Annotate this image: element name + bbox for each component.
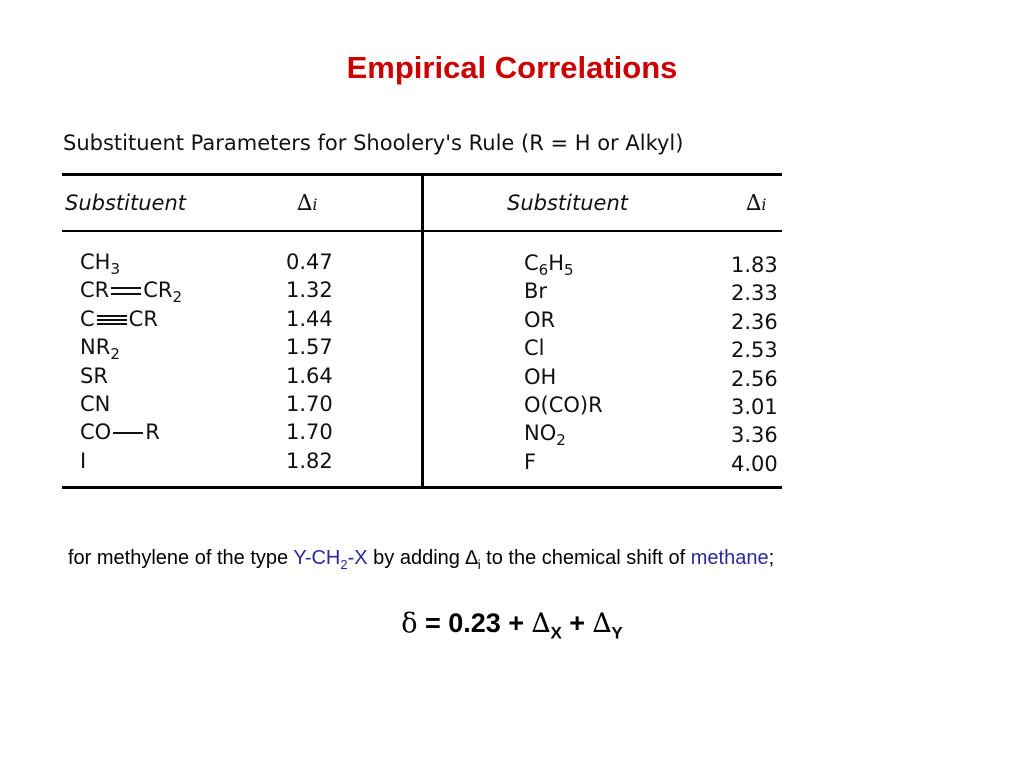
table-cell-value: 1.44: [286, 306, 333, 331]
header-substituent-right: Substituent: [507, 191, 628, 215]
methylene-note: for methylene of the type $Y-CH_2-X$ by adding $\Delta_i$ to the chemical shift of methane;: [68, 547, 775, 572]
table-row: C CR: [80, 306, 158, 331]
table-cell-value: 1.83: [731, 253, 778, 277]
table-row: OR: [524, 307, 556, 332]
table-row: O(CO)R: [524, 392, 603, 417]
table-cell-value: 1.70: [286, 391, 333, 416]
table-cell-value: 1.82: [286, 448, 333, 473]
table-row: $CH_3$: [80, 250, 121, 278]
double-bond: [111, 287, 141, 295]
table-row: SR: [80, 363, 108, 388]
table-row: Br: [524, 279, 548, 304]
header-delta-left: ∆i: [297, 191, 318, 216]
table-cell-value: 1.57: [286, 335, 333, 360]
table-row: $NR_2$: [80, 335, 120, 364]
methane-term: methane: [690, 547, 769, 569]
table-row: $C_6H_5$: [524, 251, 574, 279]
table-cell-value: 1.32: [286, 278, 333, 303]
table-row: CN: [80, 391, 111, 416]
left-substituent-column: [80, 248, 182, 475]
table-row: Cl: [524, 336, 545, 361]
right-substituent-column: [524, 249, 603, 476]
table-cell-value: 2.33: [731, 281, 778, 306]
slide-title: Empirical Correlations: [346, 50, 678, 85]
single-bond: [113, 432, 143, 434]
header-substituent-left: Substituent: [65, 191, 186, 215]
table-cell-value: 3.36: [731, 423, 778, 448]
table-row: F: [524, 449, 537, 474]
table-row: OH: [524, 364, 557, 389]
table-row: CR $CR_2$: [80, 278, 183, 307]
right-value-column: [731, 251, 778, 478]
left-value-column: [286, 248, 333, 475]
triple-bond: [97, 315, 127, 325]
table-cell-value: 2.56: [731, 366, 778, 391]
table-cell-value: 4.00: [731, 451, 778, 476]
table-cell-value: 2.53: [731, 338, 778, 363]
table-caption: Substituent Parameters for Shoolery's Rule (R = H or Alkyl): [63, 131, 684, 155]
shoolery-formula: $\delta = 0.23 + \Delta_X + \Delta_Y$: [401, 608, 623, 643]
table-row: $NO_2$: [524, 421, 566, 450]
table-row: I: [80, 448, 87, 473]
table-cell-value: 3.01: [731, 394, 778, 419]
table-cell-value: 1.70: [286, 420, 333, 445]
table-cell-value: 1.64: [286, 363, 333, 388]
table-row: CO R: [80, 420, 160, 445]
table-cell-value: 2.36: [731, 309, 778, 334]
table-column-divider: [421, 174, 424, 488]
table-cell-value: 0.47: [286, 250, 333, 274]
header-delta-right: ∆i: [746, 191, 767, 216]
